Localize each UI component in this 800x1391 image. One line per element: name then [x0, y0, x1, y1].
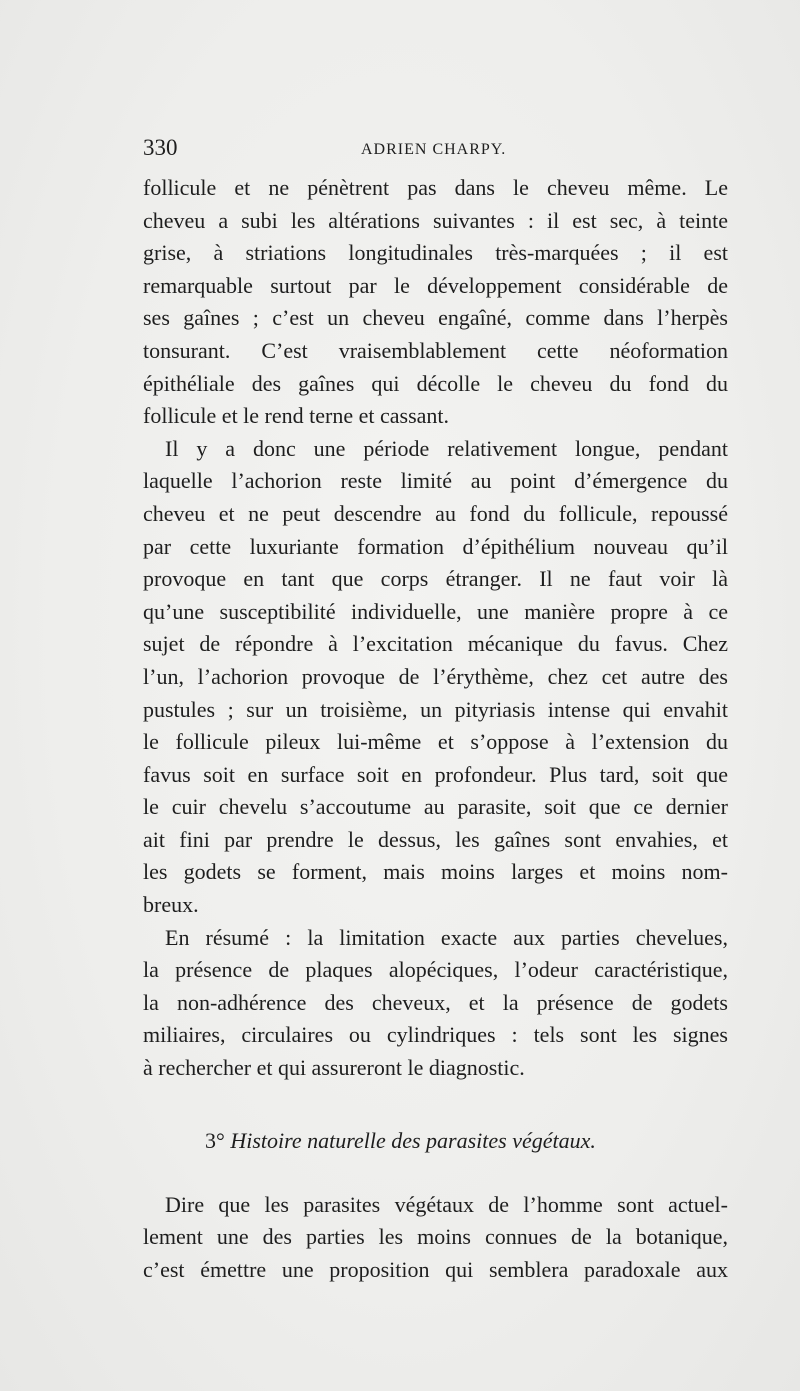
text-line: follicule et ne pénètrent pas dans le cheveu même. Le: [143, 175, 728, 200]
text-line: le cuir chevelu s’accoutume au parasite, soit que ce dernier: [143, 794, 728, 820]
page-number: 330: [143, 135, 178, 160]
text-line: qu’une susceptibilité individuelle, une manière propre à ce: [143, 598, 728, 624]
text-line: breux.: [143, 892, 199, 918]
text-line: les godets se forment, mais moins larges et moins nom-: [143, 859, 728, 885]
text-line: ait fini par prendre le dessus, les gaînes sont envahies, et: [143, 826, 728, 852]
text-line: pustules ; sur un troisième, un pityriasis intense qui envahit: [143, 696, 728, 722]
paragraph: [143, 922, 728, 1085]
section-spacer: [143, 1085, 728, 1125]
paragraph: [143, 172, 728, 433]
text-line: Il y a donc une période relativement longue, pendant: [165, 435, 728, 461]
text-line: c’est émettre une proposition qui semblera paradoxale aux: [143, 1256, 728, 1282]
section-spacer: [143, 1157, 728, 1189]
text-line: le follicule pileux lui-même et s’oppose à l’extension du: [143, 729, 728, 755]
text-line: favus soit en surface soit en profondeur. Plus tard, soit que: [143, 761, 728, 787]
text-line: Dire que les parasites végétaux de l’homme sont actuel-: [165, 1191, 728, 1217]
text-line: provoque en tant que corps étranger. Il ne faut voir là: [143, 566, 728, 592]
text-line: la non-adhérence des cheveux, et la présence de godets: [143, 989, 728, 1015]
text-line: grise, à striations longitudinales très-marquées ; il est: [143, 240, 728, 266]
text-line: laquelle l’achorion reste limité au point d’émergence du: [143, 468, 728, 494]
text-line: sujet de répondre à l’excitation mécanique du favus. Chez: [143, 631, 728, 657]
text-line: cheveu et ne peut descendre au fond du follicule, repoussé: [143, 500, 728, 526]
paragraph: [143, 1189, 728, 1287]
text-line: épithéliale des gaînes qui décolle le cheveu du fond du: [143, 370, 728, 396]
text-line: cheveu a subi les altérations suivantes : il est sec, à teinte: [143, 207, 728, 233]
text-line: à rechercher et qui assureront le diagnostic.: [143, 1055, 525, 1081]
text-line: par cette luxuriante formation d’épithélium nouveau qu’il: [143, 533, 728, 559]
page-header: [143, 134, 728, 172]
page-text-block: [143, 134, 728, 1286]
text-line: tonsurant. C’est vraisemblablement cette néoformation: [143, 337, 728, 363]
text-line: follicule et le rend terne et cassant.: [143, 403, 450, 429]
section-heading: [143, 1125, 728, 1157]
text-line: En résumé : la limitation exacte aux parties chevelues,: [165, 924, 728, 950]
text-line: remarquable surtout par le développement considérable de: [143, 272, 728, 298]
text-line: miliaires, circulaires ou cylindriques : tels sont les signes: [143, 1022, 728, 1048]
section-number: 3°: [205, 1127, 225, 1153]
running-head: ADRIEN CHARPY.: [361, 141, 507, 158]
text-line: lement une des parties les moins connues de la botanique,: [143, 1224, 728, 1250]
text-line: la présence de plaques alopéciques, l’odeur caractéristique,: [143, 957, 728, 983]
text-line: ses gaînes ; c’est un cheveu engaîné, comme dans l’herpès: [143, 305, 728, 331]
text-line: l’un, l’achorion provoque de l’érythème, chez cet autre des: [143, 663, 728, 689]
paragraph: [143, 433, 728, 922]
section-title: Histoire naturelle des parasites végétaux.: [230, 1127, 596, 1153]
